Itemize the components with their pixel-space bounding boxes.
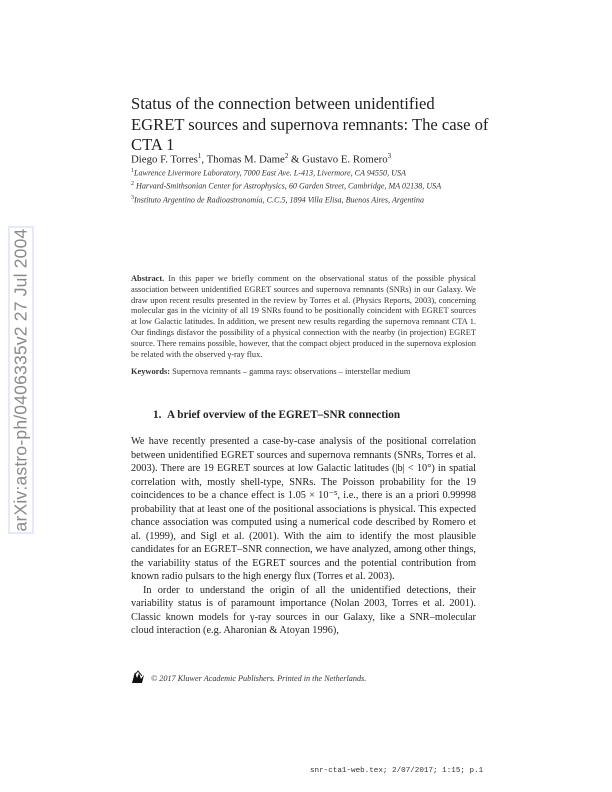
author-list [131, 152, 391, 166]
publisher-footer [131, 670, 476, 684]
keywords-label: Keywords: [131, 367, 171, 376]
abstract-label: Abstract. [131, 274, 165, 283]
keywords [131, 367, 476, 378]
author-name: Thomas M. Dame [206, 153, 285, 166]
paragraph: In order to understand the origin of all the unidentified detections, their variability status is of paramount importance (Nolan 2003, Torres et al. 2001). Classic known models for γ-ray sources in our Galaxy, like a SNR–molecular cloud interaction (e.g. Aharonian & Atoyan 1996), [131, 584, 476, 636]
paragraph: We have recently presented a case-by-case analysis of the positional correlation between unidentified EGRET sources and supernova remnants (SNRs, Torres et al. 2003). There are 19 EGRET sources at low Galactic latitudes (|b| < 10°) in spatial correlation with, mostly shell-type, SNRs. The Poisson probability for the 19 coincidences to be a chance effect is 1.05 × 10⁻⁵, i.e., there is an a priori 0.99998 probability that at least one of the positional associations is physical. This expected chance association was computed using a numerical code described by Romero et al. (1999), and Sigl et al. (2001). With the aim to identify the most plausible candidates for an EGRET–SNR connection, we have analyzed, among other things, the variability status of the EGRET sources and the potential contribution from known radio pulsars to the high energy flux (Torres et al. 2003). [131, 436, 476, 582]
affiliation [131, 179, 476, 192]
section-number: 1. [153, 409, 162, 421]
body-text [131, 435, 476, 638]
author-separator: & [288, 153, 303, 166]
paper-title: Status of the connection between unidentified EGRET sources and supernova remnants: The case of CTA 1 [131, 94, 489, 154]
author-separator: , [201, 153, 207, 166]
footer-text: © 2017 Kluwer Academic Publishers. Printed in the Netherlands. [151, 674, 367, 683]
abstract-text: In this paper we briefly comment on the observational status of the possible physical association between unidentified EGRET sources and supernova remnants (SNRs) in our Galaxy. We draw upon recent results presented in the review by Torres et al. (Physics Reports, 2003), concerning molecular gas in the vicinity of all 19 SNRs found to be positionally coincident with EGRET sources at low Galactic latitudes. In addition, we present new results regarding the supernova remnant CTA 1. Our findings disfavor the possibility of a physical connection with the nearby (in projection) EGRET source. There remains possible, however, that the compact object produced in the supernova explosion be related with the observed γ-ray flux. [131, 274, 476, 359]
running-head: snr-cta1-web.tex; 2/07/2017; 1:15; p.1 [310, 767, 484, 775]
affiliation [131, 193, 476, 206]
affiliation-text: Harvard-Smithsonian Center for Astrophysics, 60 Garden Street, Cambridge, MA 02138, USA [136, 181, 442, 191]
affiliation-list [131, 166, 476, 206]
kluwer-logo-icon [131, 670, 145, 684]
affiliation-mark: 3 [387, 152, 392, 160]
affiliation-text: Lawrence Livermore Laboratory, 7000 East Ave. L-413, Livermore, CA 94550, USA [134, 168, 406, 178]
affiliation-text: Instituto Argentino de Radioastronomía, C.C.5, 1894 Villa Elisa, Buenos Aires, Argentina [134, 195, 425, 205]
section-title: A brief overview of the EGRET–SNR connection [166, 409, 401, 421]
section-heading [153, 409, 473, 421]
abstract [131, 274, 476, 360]
author-name: Diego F. Torres [131, 153, 198, 166]
affiliation-mark: 1 [197, 152, 202, 160]
affiliation-mark: 3 [131, 194, 134, 201]
arxiv-identifier[interactable]: arXiv:astro-ph/0406335v2 27 Jul 2004 [10, 228, 31, 532]
keywords-text: Supernova remnants – gamma rays: observations – interstellar medium [172, 367, 411, 376]
affiliation-mark: 1 [131, 168, 134, 174]
affiliation-mark: 2 [131, 181, 134, 188]
affiliation-mark: 2 [284, 152, 289, 160]
arxiv-sidebar [0, 0, 42, 792]
author-name: Gustavo E. Romero [302, 153, 388, 166]
affiliation [131, 166, 476, 179]
